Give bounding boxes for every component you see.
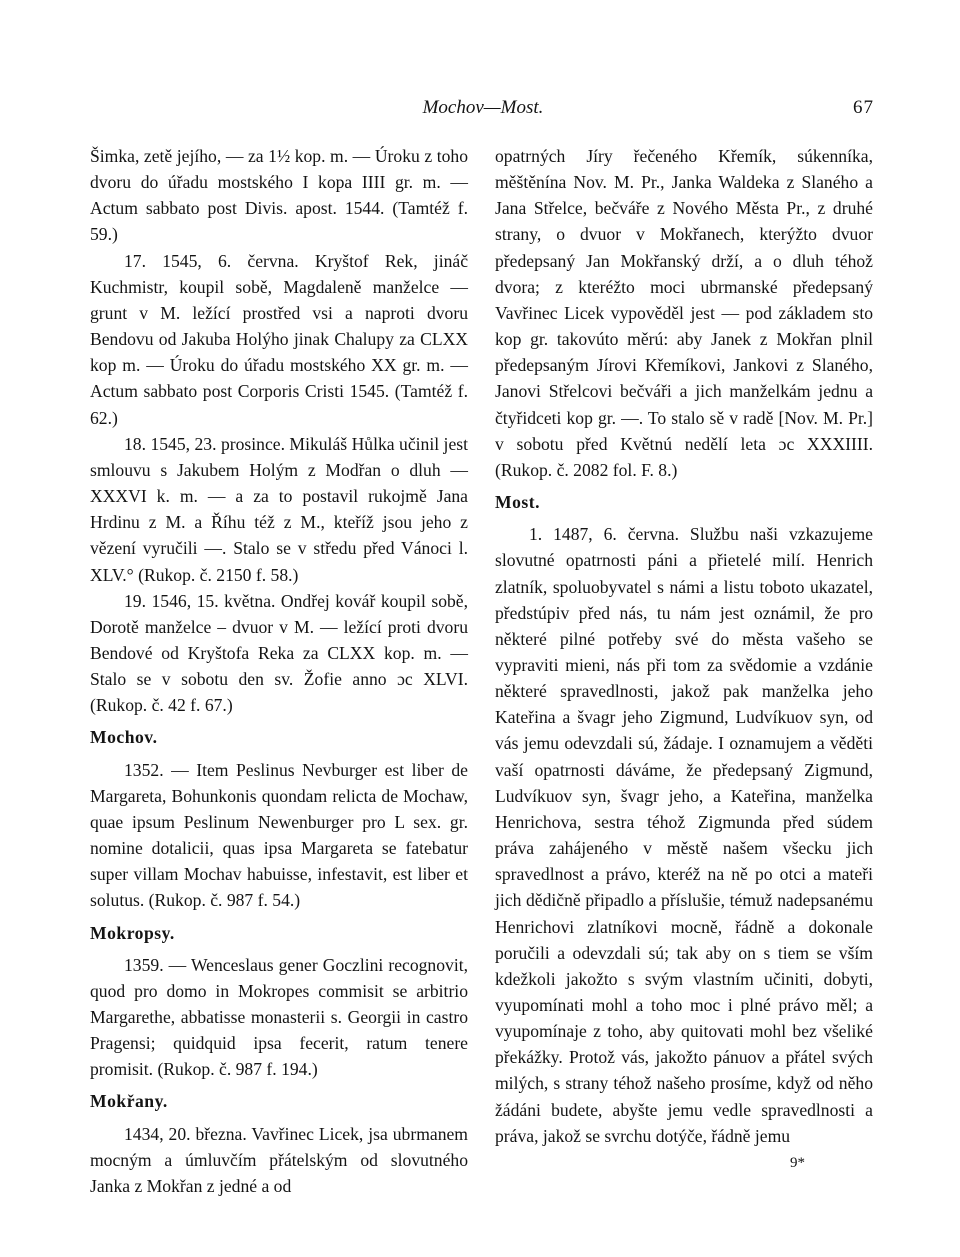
signature-mark: 9* [790, 1155, 805, 1171]
entry-paragraph: 1434, 20. března. Vavřinec Licek, jsa ubrmanem mocným a úmluvčím přátelským od slovutného Janka z Mokřan z jedné a od [90, 1123, 468, 1196]
entry-paragraph: Šimka, zetě jejího, — za 1½ kop. m. — Úroku z toho dvoru do úřadu mostského I kopa IIII gr. m. — Actum sabbato post Divis. apost. 1544. (Tamtéž f. 59.) [90, 146, 468, 245]
entry-paragraph: 1. 1487, 6. června. Službu naši vzkazujeme slovutné opatrnosti páni a přietelé milí. Henrich zlatník, spoluobyvatel s námi a listu toboto ukazatel, předstúpiv před nás, tu nám jest oznámil, že pro některé pilné potřeby své do města vašeho se vypraviti mieni, nás při tom za svědomie a vzdánie některé spravedlnosti, jakož pak manželka jeho Kateřina a švagr jeho Zigmund, Ludvíkuov syn, od vás jemu odevzdali sú, žádaje. I oznamujem a věděti vaší opatrnosti dáváme, že předepsaný Zigmund, Ludvíkuov syn, švagr jeho, a Kateřina, manželka Henrichova, sestra téhož Zigmunda před súdem práva zahájeného v městě našem všecku jich spravedlnost a právo, kteréž na ně po otci a mateři jich dědičně připadlo a příslušie, témuž nadepsanému Henrichovi zlatníkovi mocně, řádně a dokonale poručili a odevzdali sú; tak aby on s tiem se vším kdežkoli jakožto s svým vlastním učiniti, dobyti, vyupomínati mohl a toho moc i plné právo měl; a vyupomínaje z toho, aby quitovati mohl bez všeliké překážky. Protož vás, jakožto pánuov a přátel svých milých, s strany téhož našeho prosíme, když od něho žádáni budete, abyšte jemu vedle spravedlnosti a práva, jakož se svrchu dotýče, řádně jemu [495, 524, 873, 1146]
entry-paragraph: 19. 1546, 15. května. Ondřej kovář koupil sobě, Dorotě manželce – dvuor v M. — ležící proti dvoru Bendové od Kryštofa Reka za CLXX kop. m. — Stalo se v sobotu den sv. Žofie anno ɔc XLVI. (Rukop. č. 42 f. 67.) [90, 590, 468, 716]
entry-paragraph: 1352. — Item Peslinus Nevburger est liber de Margareta, Bohunkonis quondam relicta de Mochaw, quae ipsum Peslinum Newenburger pro L sex. gr. nomine dotalicii, quas ipsa Margareta se fatebatur super villam Mochav habuisse, infestavit, est liber et solutus. (Rukop. č. 987 f. 54.) [90, 759, 468, 911]
left-column [90, 143, 468, 1199]
page-number: 67 [853, 97, 874, 118]
right-column [495, 143, 873, 1149]
entry-paragraph: 18. 1545, 23. prosince. Mikuláš Hůlka učinil jest smlouvu s Jakubem Holým z Modřan o dluh — XXXVI k. m. — a za to postavil rukojmě Jana Hrdinu z M. a Říhu též z M., kteříž jsou jeho z vězení vyručili —. Stalo se v středu před Vánoci l. XLV.° (Rukop. č. 2150 f. 58.) [90, 433, 468, 585]
section-heading-mochov: Mochov. [90, 727, 158, 748]
section-heading-most: Most. [495, 492, 541, 513]
section-heading-mokropsy: Mokropsy. [90, 922, 175, 943]
entry-paragraph: 1359. — Wenceslaus gener Goczlini recognovit, quod pro domo in Mokropes commisit se arbitrio Margarethe, abbatisse monasterii s. Georgii in castro Pragensi; quidquid ipsa fecerit, ratum tenere promisit. (Rukop. č. 987 f. 194.) [90, 954, 468, 1080]
running-head-title: Mochov—Most. [422, 97, 544, 118]
entry-paragraph: 17. 1545, 6. června. Kryštof Rek, jináč Kuchmistr, koupil sobě, Magdaleně manželce — grunt v M. ležící prostřed vsi a naproti dvoru Bendovu od Jakuba Holýho jinak Chalupy za CLXX kop m. — Úroku do úřadu mostského XX gr. m. — Actum sabbato post Corporis Cristi 1545. (Tamtéž f. 62.) [90, 250, 468, 428]
section-heading-mokrany: Mokřany. [90, 1091, 168, 1112]
entry-paragraph: opatrných Jíry řečeného Křemík, súkenníka, měštěnína Nov. M. Pr., Janka Waldeka z Slaného a Jana Střelce, bečváře z Nového Města Pr., z druhé strany, o dvuor v Mokřanech, kterýžto dvuor předepsaný Jan Mokřanský drží, a o dluh téhož dvora; z kteréžto moci ubrmanské předepsaný Vavřinec Licek vypověděl jest — pod základem sto kop gr. takovúto měrú: aby Janek z Mokřan plnil předepsaným Jírovi Křemíkovi, Jankovi z Slaného, Janovi Střelcovi bečváři a jich manželkám jednu a čtyřidceti kop gr. —. To stalo sě v radě [Nov. M. Pr.] v sobotu před Květnú nedělí leta ɔc XXXIIII. (Rukop. č. 2082 fol. F. 8.) [495, 146, 873, 480]
running-head [90, 97, 876, 127]
